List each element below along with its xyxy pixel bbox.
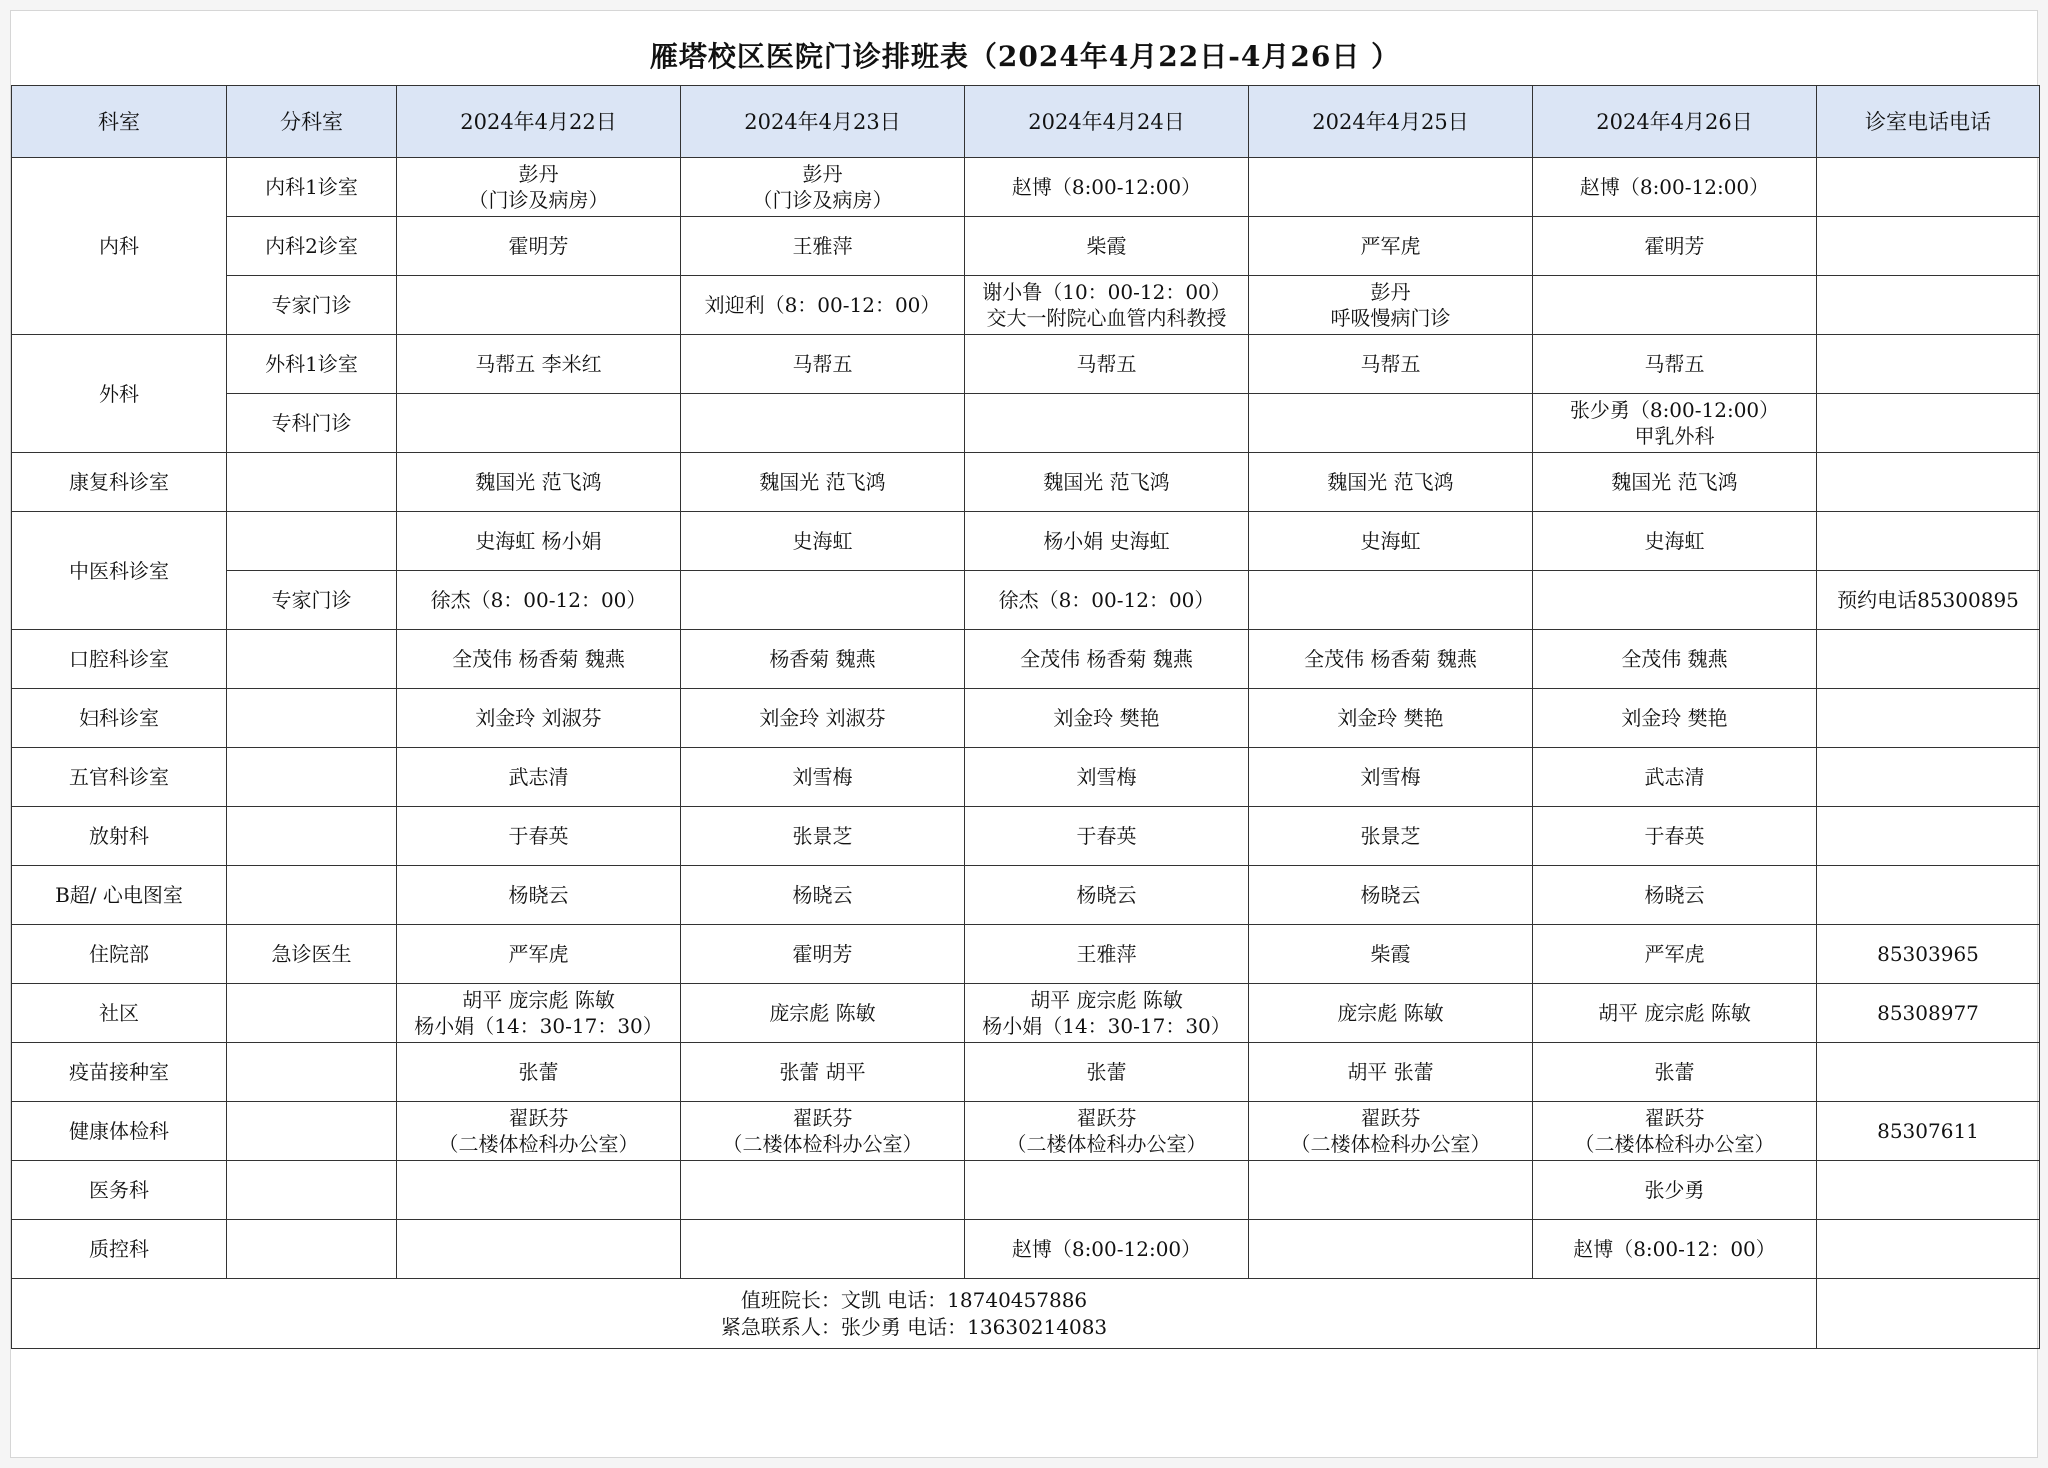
dept-cell: 口腔科诊室 (12, 630, 227, 689)
schedule-cell-day-2: 杨香菊 魏燕 (681, 630, 965, 689)
cell-line: 胡平 庞宗彪 陈敏 (462, 988, 615, 1012)
subdept-cell (227, 866, 397, 925)
cell-line: （门诊及病房） (468, 188, 609, 212)
phone-cell (1817, 1161, 2040, 1220)
table-row (12, 1161, 2040, 1220)
schedule-cell-day-1 (397, 1220, 681, 1279)
dept-cell: B超/ 心电图室 (12, 866, 227, 925)
phone-cell (1817, 453, 2040, 512)
header-day-3: 2024年4月24日 (965, 86, 1249, 158)
schedule-cell-day-4 (1249, 158, 1533, 217)
schedule-cell-day-3 (965, 1102, 1249, 1161)
schedule-cell-day-3: 刘金玲 樊艳 (965, 689, 1249, 748)
cell-line: 彭丹 (802, 162, 843, 186)
schedule-cell-day-5: 马帮五 (1533, 335, 1817, 394)
dept-cell: 疫苗接种室 (12, 1043, 227, 1102)
page-title: 雁塔校区医院门诊排班表（2024年4月22日-4月26日 ） (649, 40, 1401, 73)
schedule-cell-day-1: 徐杰（8：00-12：00） (397, 571, 681, 630)
schedule-cell-day-2 (681, 571, 965, 630)
dept-cell: 社区 (12, 984, 227, 1043)
table-row (12, 1220, 2040, 1279)
subdept-cell (227, 630, 397, 689)
schedule-cell-day-3 (965, 276, 1249, 335)
dept-cell: 妇科诊室 (12, 689, 227, 748)
duty-director-line: 值班院长：文凯 电话：18740457886 (740, 1287, 1088, 1312)
subdept-cell: 专科门诊 (227, 394, 397, 453)
schedule-cell-day-5: 张蕾 (1533, 1043, 1817, 1102)
schedule-cell-day-3: 赵博（8:00-12:00） (965, 158, 1249, 217)
subdept-cell: 外科1诊室 (227, 335, 397, 394)
cell-line: 杨小娟（14：30-17：30） (982, 1014, 1231, 1038)
schedule-cell-day-3: 徐杰（8：00-12：00） (965, 571, 1249, 630)
schedule-cell-day-1: 魏国光 范飞鸿 (397, 453, 681, 512)
schedule-cell-day-3: 王雅萍 (965, 925, 1249, 984)
table-row (12, 807, 2040, 866)
cell-line: 翟跃芬 (508, 1106, 569, 1130)
schedule-cell-day-4: 胡平 张蕾 (1249, 1043, 1533, 1102)
phone-cell (1817, 394, 2040, 453)
cell-line: 甲乳外科 (1634, 424, 1715, 448)
table-row (12, 453, 2040, 512)
phone-cell (1817, 1043, 2040, 1102)
schedule-cell-day-3: 全茂伟 杨香菊 魏燕 (965, 630, 1249, 689)
schedule-cell-day-4 (1249, 1220, 1533, 1279)
schedule-cell-day-3: 刘雪梅 (965, 748, 1249, 807)
schedule-cell-day-4 (1249, 1102, 1533, 1161)
schedule-cell-day-4: 严军虎 (1249, 217, 1533, 276)
schedule-cell-day-5 (1533, 1102, 1817, 1161)
schedule-sheet (10, 10, 2038, 1458)
schedule-cell-day-5: 于春英 (1533, 807, 1817, 866)
header-day-5: 2024年4月26日 (1533, 86, 1817, 158)
subdept-cell (227, 453, 397, 512)
schedule-cell-day-4: 张景芝 (1249, 807, 1533, 866)
cell-line: 胡平 庞宗彪 陈敏 (1030, 988, 1183, 1012)
dept-cell: 康复科诊室 (12, 453, 227, 512)
table-row (12, 925, 2040, 984)
header-day-2: 2024年4月23日 (681, 86, 965, 158)
table-row (12, 866, 2040, 925)
cell-line: （门诊及病房） (752, 188, 893, 212)
schedule-cell-day-1: 全茂伟 杨香菊 魏燕 (397, 630, 681, 689)
schedule-cell-day-2 (681, 1102, 965, 1161)
subdept-cell (227, 1043, 397, 1102)
schedule-cell-day-5 (1533, 394, 1817, 453)
footer-row (12, 1279, 2040, 1349)
schedule-cell-day-5: 全茂伟 魏燕 (1533, 630, 1817, 689)
schedule-cell-day-1: 于春英 (397, 807, 681, 866)
schedule-cell-day-5: 魏国光 范飞鸿 (1533, 453, 1817, 512)
dept-cell: 医务科 (12, 1161, 227, 1220)
schedule-cell-day-4: 魏国光 范飞鸿 (1249, 453, 1533, 512)
schedule-cell-day-2: 张蕾 胡平 (681, 1043, 965, 1102)
phone-cell (1817, 1220, 2040, 1279)
schedule-cell-day-4: 刘金玲 樊艳 (1249, 689, 1533, 748)
schedule-cell-day-1: 刘金玲 刘淑芬 (397, 689, 681, 748)
schedule-cell-day-3: 于春英 (965, 807, 1249, 866)
schedule-cell-day-2 (681, 1161, 965, 1220)
table-row (12, 630, 2040, 689)
phone-cell (1817, 276, 2040, 335)
subdept-cell: 内科2诊室 (227, 217, 397, 276)
dept-cell: 内科 (12, 158, 227, 335)
schedule-cell-day-1 (397, 394, 681, 453)
cell-line: （二楼体检科办公室） (1574, 1132, 1775, 1156)
subdept-cell (227, 748, 397, 807)
subdept-cell (227, 984, 397, 1043)
schedule-cell-day-2: 马帮五 (681, 335, 965, 394)
schedule-cell-day-3 (965, 1161, 1249, 1220)
schedule-cell-day-1 (397, 984, 681, 1043)
schedule-cell-day-5 (1533, 276, 1817, 335)
cell-line: 呼吸慢病门诊 (1330, 306, 1451, 330)
schedule-cell-day-3: 杨小娟 史海虹 (965, 512, 1249, 571)
schedule-cell-day-4 (1249, 394, 1533, 453)
schedule-cell-day-5 (1533, 571, 1817, 630)
cell-line: 翟跃芬 (792, 1106, 853, 1130)
dept-cell: 外科 (12, 335, 227, 453)
schedule-cell-day-5: 刘金玲 樊艳 (1533, 689, 1817, 748)
dept-cell: 健康体检科 (12, 1102, 227, 1161)
phone-cell (1817, 689, 2040, 748)
schedule-cell-day-1: 武志清 (397, 748, 681, 807)
dept-cell: 住院部 (12, 925, 227, 984)
schedule-cell-day-3: 马帮五 (965, 335, 1249, 394)
schedule-cell-day-2: 刘迎利（8：00-12：00） (681, 276, 965, 335)
phone-cell (1817, 748, 2040, 807)
phone-cell: 85303965 (1817, 925, 2040, 984)
emergency-contact-line: 紧急联系人：张少勇 电话：13630214083 (720, 1314, 1108, 1339)
schedule-cell-day-4 (1249, 571, 1533, 630)
schedule-cell-day-1: 严军虎 (397, 925, 681, 984)
header-row (12, 86, 2040, 158)
subdept-cell: 内科1诊室 (227, 158, 397, 217)
table-row (12, 984, 2040, 1043)
footer-phone-cell (1817, 1279, 2040, 1349)
cell-line: 翟跃芬 (1360, 1106, 1421, 1130)
schedule-table (11, 85, 2040, 1349)
table-row (12, 748, 2040, 807)
phone-cell: 85307611 (1817, 1102, 2040, 1161)
schedule-cell-day-3: 魏国光 范飞鸿 (965, 453, 1249, 512)
schedule-cell-day-1 (397, 1161, 681, 1220)
cell-line: 杨小娟（14：30-17：30） (414, 1014, 663, 1038)
table-row (12, 217, 2040, 276)
schedule-cell-day-2: 王雅萍 (681, 217, 965, 276)
cell-line: 翟跃芬 (1644, 1106, 1705, 1130)
table-row (12, 335, 2040, 394)
schedule-cell-day-1 (397, 158, 681, 217)
subdept-cell (227, 1220, 397, 1279)
cell-line: 张少勇（8:00-12:00） (1569, 398, 1780, 422)
schedule-cell-day-2: 刘金玲 刘淑芬 (681, 689, 965, 748)
schedule-cell-day-2: 史海虹 (681, 512, 965, 571)
phone-cell (1817, 158, 2040, 217)
phone-cell (1817, 807, 2040, 866)
phone-cell: 预约电话85300895 (1817, 571, 2040, 630)
subdept-cell (227, 512, 397, 571)
phone-cell (1817, 512, 2040, 571)
schedule-cell-day-3: 杨晓云 (965, 866, 1249, 925)
schedule-cell-day-3 (965, 984, 1249, 1043)
schedule-cell-day-2 (681, 394, 965, 453)
header-day-4: 2024年4月25日 (1249, 86, 1533, 158)
header-day-1: 2024年4月22日 (397, 86, 681, 158)
schedule-cell-day-1: 杨晓云 (397, 866, 681, 925)
dept-cell: 放射科 (12, 807, 227, 866)
table-row (12, 1102, 2040, 1161)
schedule-cell-day-2: 杨晓云 (681, 866, 965, 925)
cell-line: （二楼体检科办公室） (722, 1132, 923, 1156)
header-phone: 诊室电话电话 (1817, 86, 2040, 158)
schedule-cell-day-2 (681, 158, 965, 217)
subdept-cell: 专家门诊 (227, 571, 397, 630)
header-dept: 科室 (12, 86, 227, 158)
dept-cell: 质控科 (12, 1220, 227, 1279)
schedule-cell-day-4: 柴霞 (1249, 925, 1533, 984)
schedule-cell-day-5: 张少勇 (1533, 1161, 1817, 1220)
schedule-cell-day-2 (681, 1220, 965, 1279)
schedule-cell-day-4 (1249, 276, 1533, 335)
schedule-cell-day-2: 魏国光 范飞鸿 (681, 453, 965, 512)
table-row (12, 158, 2040, 217)
table-row (12, 571, 2040, 630)
phone-cell (1817, 630, 2040, 689)
schedule-cell-day-4: 史海虹 (1249, 512, 1533, 571)
schedule-cell-day-5: 胡平 庞宗彪 陈敏 (1533, 984, 1817, 1043)
subdept-cell (227, 1161, 397, 1220)
schedule-cell-day-4: 杨晓云 (1249, 866, 1533, 925)
subdept-cell (227, 1102, 397, 1161)
schedule-cell-day-2: 庞宗彪 陈敏 (681, 984, 965, 1043)
schedule-cell-day-4 (1249, 1161, 1533, 1220)
subdept-cell: 急诊医生 (227, 925, 397, 984)
cell-line: 彭丹 (1370, 280, 1411, 304)
schedule-cell-day-4: 庞宗彪 陈敏 (1249, 984, 1533, 1043)
phone-cell (1817, 866, 2040, 925)
cell-line: 彭丹 (518, 162, 559, 186)
table-row (12, 689, 2040, 748)
schedule-cell-day-2: 张景芝 (681, 807, 965, 866)
schedule-cell-day-4: 全茂伟 杨香菊 魏燕 (1249, 630, 1533, 689)
schedule-cell-day-5: 杨晓云 (1533, 866, 1817, 925)
cell-line: 翟跃芬 (1076, 1106, 1137, 1130)
subdept-cell: 专家门诊 (227, 276, 397, 335)
table-row (12, 394, 2040, 453)
schedule-cell-day-5: 武志清 (1533, 748, 1817, 807)
schedule-cell-day-1: 霍明芳 (397, 217, 681, 276)
schedule-cell-day-5: 赵博（8:00-12:00） (1533, 158, 1817, 217)
schedule-cell-day-3: 张蕾 (965, 1043, 1249, 1102)
table-row (12, 276, 2040, 335)
schedule-cell-day-3: 柴霞 (965, 217, 1249, 276)
dept-cell: 中医科诊室 (12, 512, 227, 630)
schedule-cell-day-1: 张蕾 (397, 1043, 681, 1102)
schedule-cell-day-4: 刘雪梅 (1249, 748, 1533, 807)
schedule-cell-day-5: 严军虎 (1533, 925, 1817, 984)
schedule-cell-day-1: 马帮五 李米红 (397, 335, 681, 394)
subdept-cell (227, 807, 397, 866)
table-row (12, 1043, 2040, 1102)
schedule-cell-day-1 (397, 1102, 681, 1161)
table-row (12, 512, 2040, 571)
duty-contact (12, 1279, 1817, 1349)
subdept-cell (227, 689, 397, 748)
dept-cell: 五官科诊室 (12, 748, 227, 807)
phone-cell: 85308977 (1817, 984, 2040, 1043)
cell-line: （二楼体检科办公室） (1006, 1132, 1207, 1156)
phone-cell (1817, 217, 2040, 276)
schedule-cell-day-5: 史海虹 (1533, 512, 1817, 571)
schedule-cell-day-1 (397, 276, 681, 335)
header-subdept: 分科室 (227, 86, 397, 158)
cell-line: 谢小鲁（10：00-12：00） (982, 280, 1231, 304)
phone-cell (1817, 335, 2040, 394)
cell-line: 交大一附院心血管内科教授 (986, 306, 1227, 330)
cell-line: （二楼体检科办公室） (438, 1132, 639, 1156)
schedule-cell-day-1: 史海虹 杨小娟 (397, 512, 681, 571)
cell-line: （二楼体检科办公室） (1290, 1132, 1491, 1156)
schedule-cell-day-5: 赵博（8:00-12：00） (1533, 1220, 1817, 1279)
schedule-cell-day-5: 霍明芳 (1533, 217, 1817, 276)
schedule-cell-day-2: 霍明芳 (681, 925, 965, 984)
schedule-cell-day-4: 马帮五 (1249, 335, 1533, 394)
schedule-cell-day-3: 赵博（8:00-12:00） (965, 1220, 1249, 1279)
schedule-cell-day-2: 刘雪梅 (681, 748, 965, 807)
schedule-cell-day-3 (965, 394, 1249, 453)
